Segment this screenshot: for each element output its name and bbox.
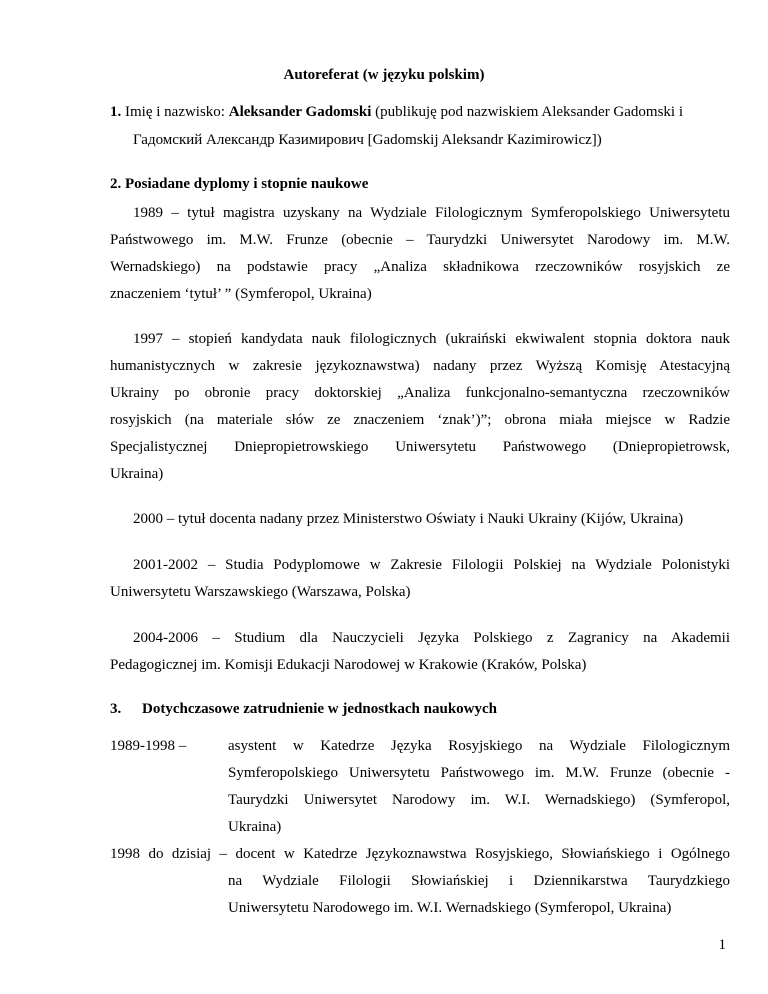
section-1-line-1 — [110, 103, 730, 121]
page-number: 1 — [718, 937, 726, 953]
employment-2-line-2: na Wydziale Filologii Słowiańskiej i Dziennikarstwa Taurydzkiego — [228, 873, 730, 889]
degree-1997-line-1: 1997 – stopień kandydata nauk filologicznych (ukraiński ekwiwalent stopnia doktora nauk — [133, 331, 730, 347]
section-3-number: 3. — [110, 701, 122, 717]
degree-1997-line-3: Ukrainy po obronie pracy doktorskiej „Analiza funkcjonalno-semantyczna rzeczowników — [110, 385, 730, 401]
degree-1989-line-1: 1989 – tytuł magistra uzyskany na Wydziale Filologicznym Symferopolskiego Uniwersytetu — [133, 205, 730, 221]
author-name: Aleksander Gadomski — [228, 104, 372, 120]
degree-1989-line-4: znaczeniem ‘tytuł’ ” (Symferopol, Ukraina) — [110, 286, 372, 302]
degree-1997-line-4: rosyjskich (na materiale słów ze znaczeniem ‘znak’)”; obrona miała miejsce w Radzie — [110, 412, 730, 428]
degree-1989-line-3: Wernadskiego) na podstawie pracy „Analiza składnikowa rzeczowników rosyjskich ze — [110, 259, 730, 275]
name-label: Imię i nazwisko: — [125, 104, 225, 120]
employment-1-line-1: asystent w Katedrze Języka Rosyjskiego na Wydziale Filologicznym — [228, 738, 730, 754]
employment-1-line-2: Symferopolskiego Uniwersytetu Państwowego im. M.W. Frunze (obecnie - — [228, 765, 730, 781]
section-2-heading: 2. Posiadane dyplomy i stopnie naukowe — [110, 176, 369, 192]
section-1-number: 1. — [110, 104, 122, 120]
degree-1997-line-6: Ukraina) — [110, 466, 164, 482]
studies-2004-line-2: Pedagogicznej im. Komisji Edukacji Narodowej w Krakowie (Kraków, Polska) — [110, 657, 587, 673]
studies-2004-line-1: 2004-2006 – Studium dla Nauczycieli Języka Polskiego z Zagranicy na Akademii — [133, 630, 730, 646]
employment-2-line-1: 1998 do dzisiaj – docent w Katedrze Językoznawstwa Rosyjskiego, Słowiańskiego i Ogólnego — [110, 846, 730, 862]
employment-1-line-3: Taurydzki Uniwersytet Narodowy im. W.I. Wernadskiego) (Symferopol, — [228, 792, 730, 808]
degree-2000: 2000 – tytuł docenta nadany przez Ministerstwo Oświaty i Nauki Ukrainy (Kijów, Ukraina) — [133, 511, 684, 527]
studies-2001-line-1: 2001-2002 – Studia Podyplomowe w Zakresie Filologii Polskiej na Wydziale Polonistyki — [133, 557, 730, 573]
studies-2001-line-2: Uniwersytetu Warszawskiego (Warszawa, Polska) — [110, 584, 411, 600]
degree-1989-line-2: Państwowego im. M.W. Frunze (obecnie – Taurydzki Uniwersytet Narodowy im. M.W. — [110, 232, 730, 248]
degree-1997-line-2: humanistycznych w zakresie językoznawstwa) nadany przez Wyższą Komisję Atestacyjną — [110, 358, 730, 374]
name-note: (publikuję pod nazwiskiem Aleksander Gadomski i — [375, 104, 684, 120]
document-title: Autoreferat (w języku polskim) — [283, 67, 485, 83]
degree-1997-line-5: Specjalistycznej Dniepropietrowskiego Uniwersytetu Państwowego (Dniepropietrowsk, — [110, 439, 730, 455]
employment-1-years: 1989-1998 – — [110, 738, 187, 754]
employment-2-line-3: Uniwersytetu Narodowego im. W.I. Wernadskiego (Symferopol, Ukraina) — [228, 900, 672, 916]
section-3-heading: Dotychczasowe zatrudnienie w jednostkach naukowych — [142, 701, 498, 717]
employment-1-line-4: Ukraina) — [228, 819, 282, 835]
section-1-line-2: Гадомский Александр Казимирович [Gadomskij Aleksandr Kazimirowicz]) — [133, 132, 602, 148]
